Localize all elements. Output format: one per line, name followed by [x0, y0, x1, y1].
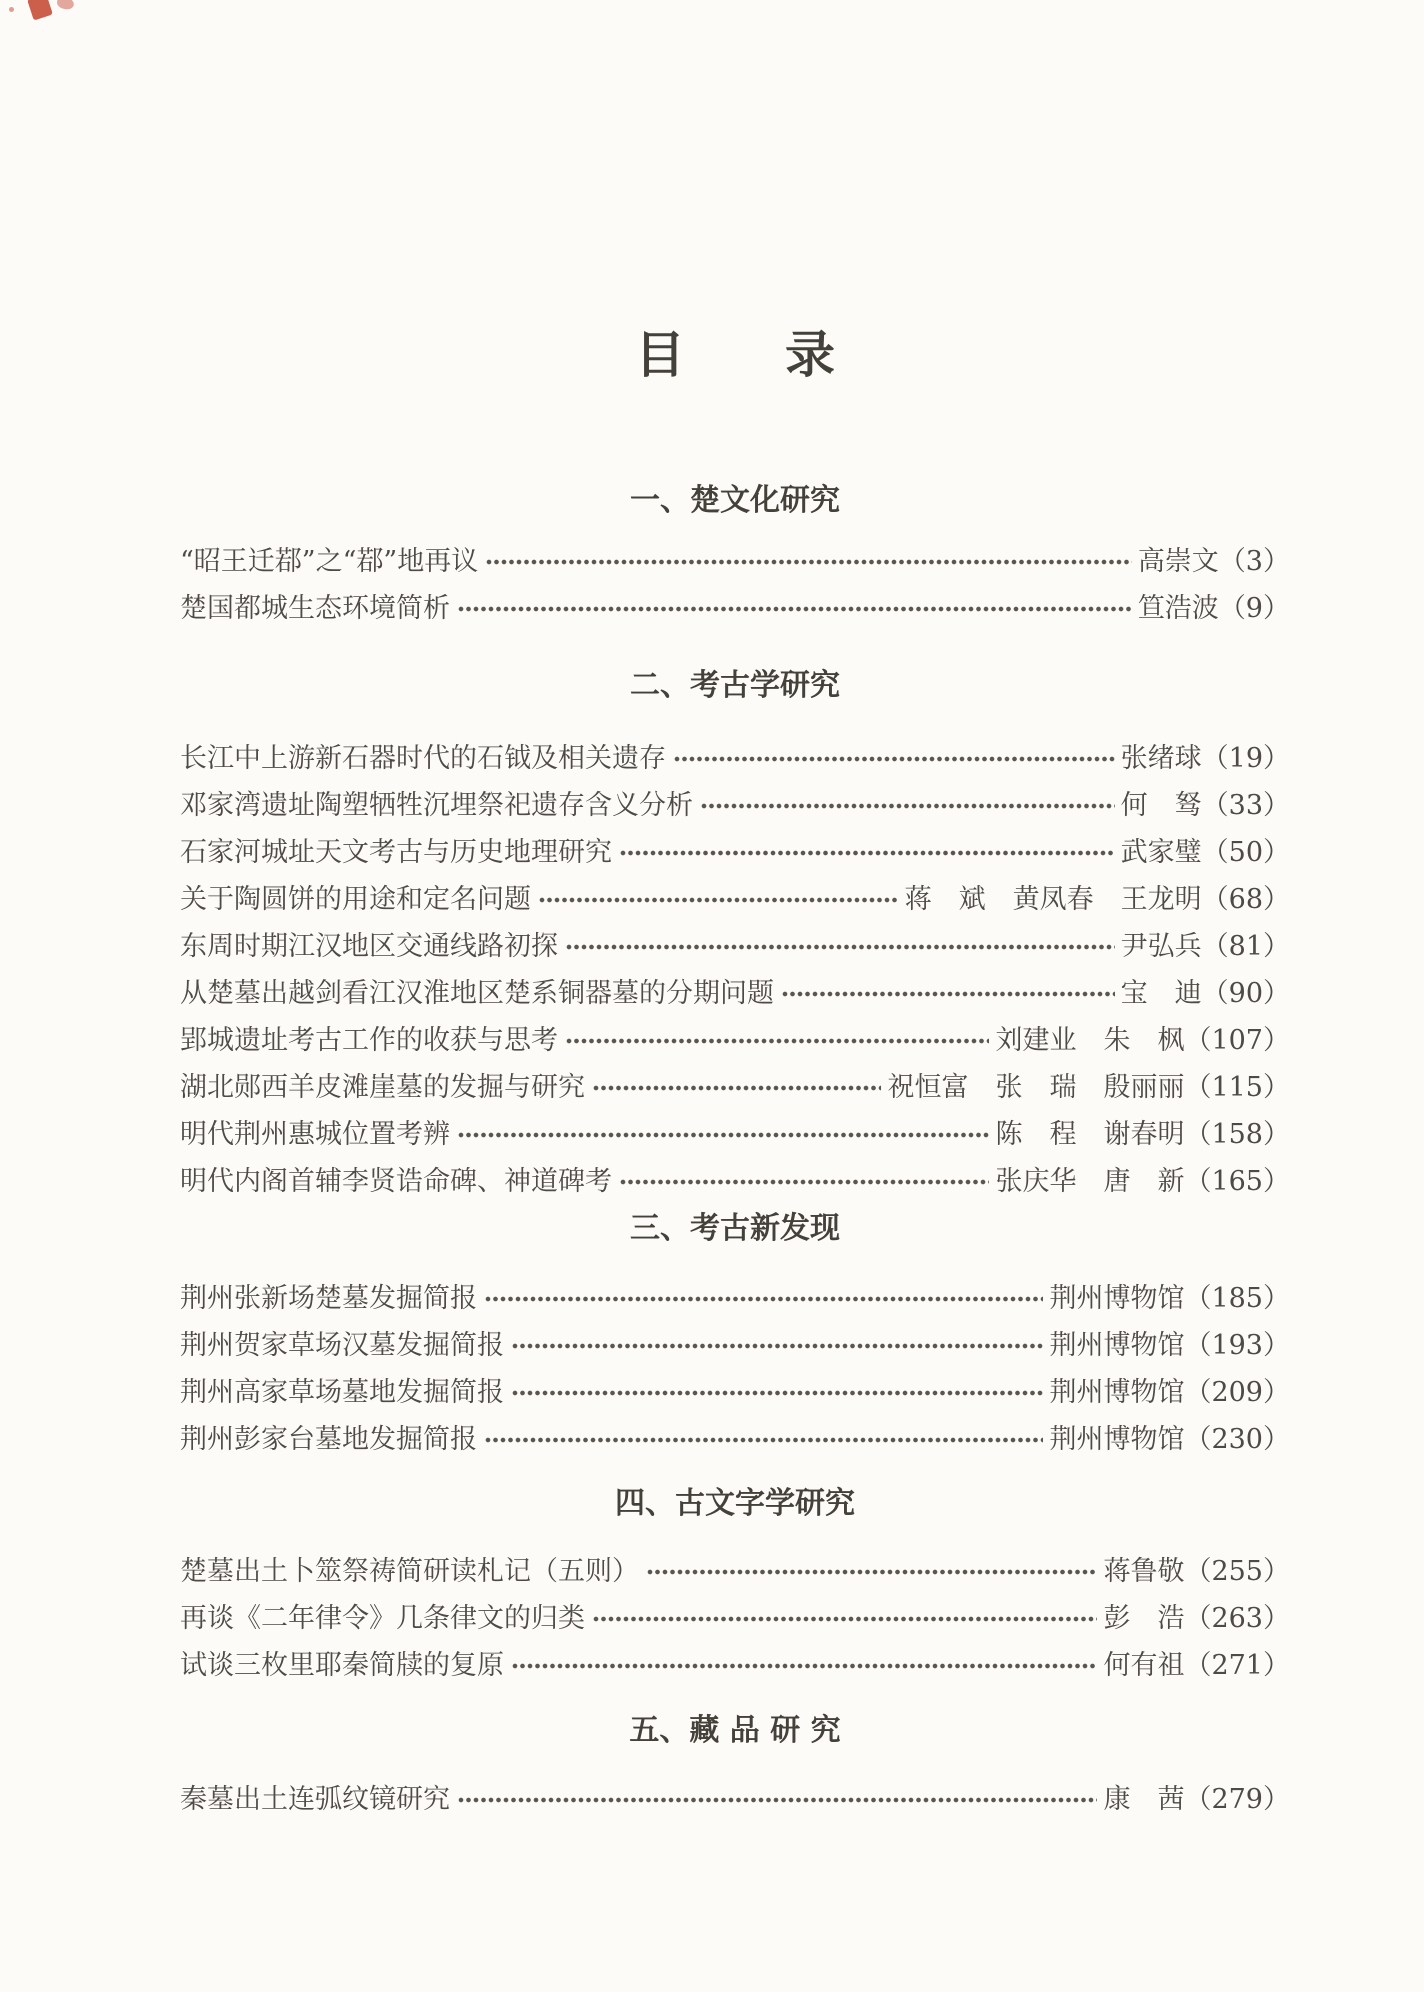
toc-entry	[180, 585, 1290, 632]
entry-authors: 宝 迪	[1120, 978, 1202, 1009]
entry-page-number: （279）	[1184, 1784, 1290, 1815]
entry-page-number: （263）	[1184, 1603, 1290, 1634]
entry-page-number: （33）	[1201, 790, 1290, 821]
dot-leader	[539, 896, 899, 904]
toc-entry	[180, 829, 1290, 876]
toc-entry	[180, 1595, 1290, 1642]
entry-authors: 张庆华 唐 新	[995, 1166, 1185, 1197]
entry-page-number: （230）	[1184, 1424, 1290, 1455]
entry-authors: 蒋鲁敬	[1103, 1556, 1185, 1587]
entry-title: 长江中上游新石器时代的石钺及相关遗存	[180, 743, 666, 774]
entry-authors: 张绪球	[1120, 743, 1202, 774]
entry-page-number: （19）	[1201, 743, 1290, 774]
entry-title: 明代荆州惠城位置考辨	[180, 1119, 450, 1150]
section-entries	[180, 1275, 1290, 1463]
entry-page-number: （90）	[1201, 978, 1290, 1009]
entry-title: 荆州彭家台墓地发掘简报	[180, 1424, 477, 1455]
section-heading: 三、考古新发现	[630, 1211, 840, 1246]
toc-entry	[180, 538, 1290, 585]
section-entries	[180, 1548, 1290, 1689]
dot-leader	[512, 1662, 1097, 1670]
entry-page-number: （115）	[1184, 1072, 1290, 1103]
dot-leader	[701, 802, 1115, 810]
entry-authors: 何有祖	[1103, 1650, 1185, 1681]
entry-title: 关于陶圆饼的用途和定名问题	[180, 884, 531, 915]
entry-title: 东周时期江汉地区交通线路初探	[180, 931, 558, 962]
toc-entry	[180, 1322, 1290, 1369]
page-title: 目 录	[635, 325, 835, 384]
dot-leader	[620, 849, 1115, 857]
toc-entry	[180, 1158, 1290, 1205]
entry-title: 楚墓出土卜筮祭祷简研读札记（五则）	[180, 1556, 639, 1587]
toc-section	[180, 1713, 1290, 1823]
toc-entry	[180, 1064, 1290, 1111]
dot-leader	[458, 605, 1132, 613]
entry-page-number: （185）	[1184, 1283, 1290, 1314]
entry-authors: 祝恒富 张 瑞 殷丽丽	[887, 1072, 1185, 1103]
entry-title: 从楚墓出越剑看江汉淮地区楚系铜器墓的分期问题	[180, 978, 774, 1009]
dot-leader	[485, 1295, 1043, 1303]
entry-authors: 武家璧	[1120, 837, 1202, 868]
entry-title: 秦墓出土连弧纹镜研究	[180, 1784, 450, 1815]
dot-leader	[458, 1131, 989, 1139]
entry-authors: 荆州博物馆	[1049, 1283, 1185, 1314]
entry-authors: 荆州博物馆	[1049, 1330, 1185, 1361]
entry-authors: 蒋 斌 黄凤春 王龙明	[904, 884, 1202, 915]
entry-authors: 康 茜	[1103, 1784, 1185, 1815]
entry-page-number: （9）	[1218, 593, 1290, 624]
dot-leader	[486, 558, 1132, 566]
dot-leader	[593, 1084, 881, 1092]
dot-leader	[674, 755, 1115, 763]
dot-leader	[593, 1615, 1097, 1623]
dot-leader	[620, 1178, 989, 1186]
entry-page-number: （68）	[1201, 884, 1290, 915]
toc-entry	[180, 1275, 1290, 1322]
entry-page-number: （158）	[1184, 1119, 1290, 1150]
dot-leader	[512, 1342, 1043, 1350]
entry-authors: 笪浩波	[1137, 593, 1219, 624]
dot-leader	[512, 1389, 1043, 1397]
toc-page	[180, 0, 1290, 1823]
section-heading: 五、藏 品 研 究	[629, 1713, 841, 1748]
toc-entry	[180, 876, 1290, 923]
toc-entry	[180, 1548, 1290, 1595]
entry-authors: 陈 程 谢春明	[995, 1119, 1185, 1150]
entry-authors: 何 驽	[1120, 790, 1202, 821]
entry-page-number: （165）	[1184, 1166, 1290, 1197]
entry-page-number: （209）	[1184, 1377, 1290, 1408]
entry-page-number: （50）	[1201, 837, 1290, 868]
entry-title: 楚国都城生态环境简析	[180, 593, 450, 624]
entry-title: 荆州张新场楚墓发掘简报	[180, 1283, 477, 1314]
dot-leader	[485, 1436, 1043, 1444]
entry-title: 试谈三枚里耶秦简牍的复原	[180, 1650, 504, 1681]
dot-leader	[566, 1037, 989, 1045]
entry-page-number: （81）	[1201, 931, 1290, 962]
toc-entry	[180, 782, 1290, 829]
toc-entry	[180, 1776, 1290, 1823]
entry-page-number: （193）	[1184, 1330, 1290, 1361]
entry-title: 郢城遗址考古工作的收获与思考	[180, 1025, 558, 1056]
entry-title: 石家河城址天文考古与历史地理研究	[180, 837, 612, 868]
red-scan-artifact	[9, 7, 14, 12]
toc-entry	[180, 923, 1290, 970]
entry-authors: 高崇文	[1137, 546, 1219, 577]
entry-title: 荆州贺家草场汉墓发掘简报	[180, 1330, 504, 1361]
entry-authors: 荆州博物馆	[1049, 1377, 1185, 1408]
entry-title: “昭王迁鄀”之“鄀”地再议	[180, 546, 479, 577]
entry-title: 荆州高家草场墓地发掘简报	[180, 1377, 504, 1408]
toc-entry	[180, 970, 1290, 1017]
toc-section	[180, 1211, 1290, 1463]
red-scan-artifact	[27, 0, 53, 21]
section-heading: 一、楚文化研究	[630, 483, 840, 518]
toc-entry	[180, 1111, 1290, 1158]
entry-authors: 尹弘兵	[1120, 931, 1202, 962]
section-entries	[180, 538, 1290, 632]
red-scan-artifact	[56, 0, 75, 11]
section-entries	[180, 735, 1290, 1205]
entry-authors: 彭 浩	[1103, 1603, 1185, 1634]
section-heading: 二、考古学研究	[630, 668, 840, 703]
entry-page-number: （107）	[1184, 1025, 1290, 1056]
dot-leader	[566, 943, 1115, 951]
entry-page-number: （271）	[1184, 1650, 1290, 1681]
entry-title: 湖北郧西羊皮滩崖墓的发掘与研究	[180, 1072, 585, 1103]
toc-entry	[180, 1017, 1290, 1064]
dot-leader	[647, 1568, 1097, 1576]
entry-title: 再谈《二年律令》几条律文的归类	[180, 1603, 585, 1634]
entry-page-number: （3）	[1218, 546, 1290, 577]
entry-title: 明代内阁首辅李贤诰命碑、神道碑考	[180, 1166, 612, 1197]
dot-leader	[782, 990, 1115, 998]
toc-entry	[180, 1369, 1290, 1416]
toc-sections	[180, 483, 1290, 1823]
entry-title: 邓家湾遗址陶塑牺牲沉埋祭祀遗存含义分析	[180, 790, 693, 821]
entry-page-number: （255）	[1184, 1556, 1290, 1587]
dot-leader	[458, 1796, 1097, 1804]
toc-entry	[180, 1642, 1290, 1689]
section-heading: 四、古文字学研究	[615, 1486, 855, 1521]
entry-authors: 荆州博物馆	[1049, 1424, 1185, 1455]
entry-authors: 刘建业 朱 枫	[995, 1025, 1185, 1056]
toc-section	[180, 668, 1290, 1205]
toc-entry	[180, 735, 1290, 782]
toc-section	[180, 1486, 1290, 1689]
toc-section	[180, 483, 1290, 632]
section-entries	[180, 1776, 1290, 1823]
toc-entry	[180, 1416, 1290, 1463]
